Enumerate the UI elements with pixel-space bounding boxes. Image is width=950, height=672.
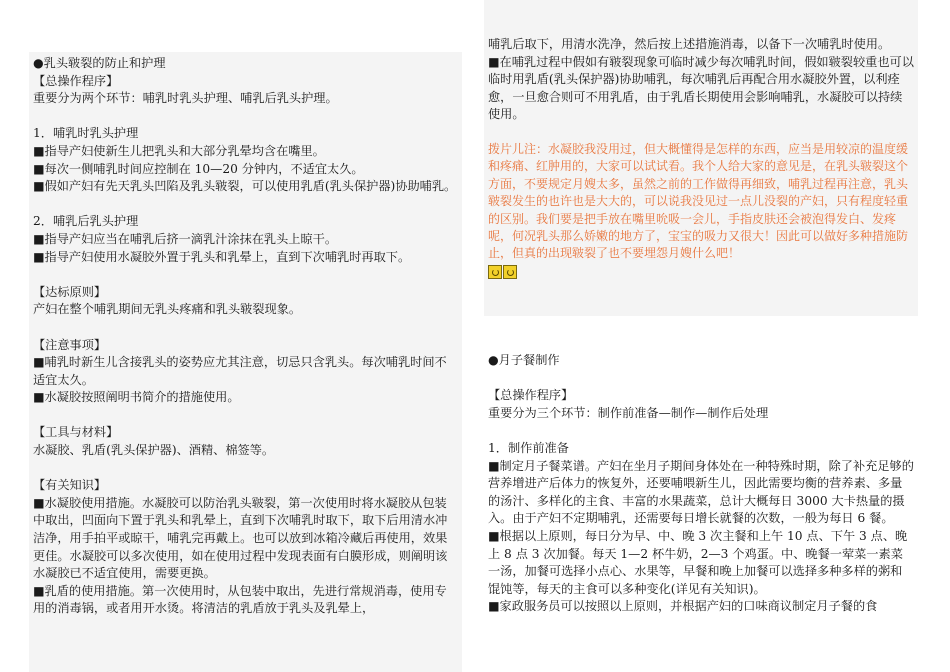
tools-header: 【工具与材料】 (33, 425, 119, 440)
list-item: ■制定月子餐菜谱。产妇在坐月子期间身体处在一种特殊时期，除了补充足够的营养增进产后体力的恢复外，还要哺喂新生儿，因此需要均衡的营养素、多量的汤汁、多样化的主食、丰富的水果蔬菜，总计大概每日 3000 大卡热量的摄入。由于产妇不定期哺乳，还需要每日增长就餐的次数，一般为每日 6 餐。 (488, 458, 914, 526)
list-item: ■指导产妇应当在哺乳后挤一滴乳汁涂抹在乳头上晾干。 (33, 231, 338, 246)
sec1-title: 1．哺乳时乳头护理 (33, 126, 139, 141)
list-item: ■水凝胶按照阐明书简介的措施使用。 (33, 390, 240, 405)
program-header: 【总操作程序】 (33, 73, 119, 88)
tools-text: 水凝胶、乳盾(乳头保护器)、酒精、棉签等。 (33, 443, 275, 458)
list-item: ■哺乳时新生儿含接乳头的姿势应尤其注意，切忌只含乳头。每次哺乳时间不适宜太久。 (33, 355, 447, 387)
meal-section (484, 316, 918, 616)
program-text: 重要分为两个环节：哺乳时乳头护理、哺乳后乳头护理。 (33, 91, 338, 106)
list-item: ■在哺乳过程中假如有皲裂现象可临时减少每次哺乳时间，假如皲裂较重也可以临时用乳盾(乳头保护器)协助哺乳，每次哺乳后再配合用水凝胶外置，以利痊愈，一旦愈合则可不用乳盾，由于乳盾长期使用会影响哺乳，水凝胶可以持续使用。 (488, 54, 914, 122)
meal-sec1-title: 1．制作前准备 (488, 440, 569, 455)
emoji-icon (503, 265, 517, 279)
emoji-icon (488, 265, 502, 279)
sec2-title: 2．哺乳后乳头护理 (33, 214, 139, 229)
list-item: ■指导产妇使新生儿把乳头和大部分乳晕均含在嘴里。 (33, 143, 325, 158)
meal-header: 【总操作程序】 (488, 388, 574, 403)
continued-text: 哺乳后取下，用清水洗净，然后按上述措施消毒，以备下一次哺乳时使用。 (488, 37, 891, 51)
emoji-row (488, 265, 914, 279)
list-item: ■指导产妇使用水凝胶外置于乳头和乳晕上，直到下次哺乳时再取下。 (33, 249, 411, 264)
meal-title: ●月子餐制作 (488, 353, 560, 367)
standard-text: 产妇在整个哺乳期间无乳头疼痛和乳头皲裂现象。 (33, 302, 302, 317)
right-top-panel (484, 0, 918, 316)
left-column (29, 52, 462, 672)
standard-header: 【达标原则】 (33, 284, 107, 299)
list-item: ■家政服务员可以按照以上原则，并根据产妇的口味商议制定月子餐的食 (488, 599, 878, 614)
knowledge-header: 【有关知识】 (33, 478, 107, 493)
list-item: ■乳盾的使用措施。第一次使用时，从包装中取出，先进行常规消毒，使用专用的消毒锅，或者用开水烫。将清洁的乳盾放于乳头及乳晕上， (33, 583, 447, 616)
list-item: ■每次一侧哺乳时间应控制在 10—20 分钟内，不适宜太久。 (33, 161, 364, 176)
list-item: ■水凝胶使用措施。水凝胶可以防治乳头皲裂，第一次使用时将水凝胶从包装中取出，凹面向下置于乳头和乳晕上，直到下次哺乳时取下，取下后用清水冲洁净，用手拍平或晾干，哺乳完再戴上。也可以放到冰箱冷藏后再使用，效果更佳。水凝胶可以多次使用，如在使用过程中发现表面有白膜形成，则阐明该水凝胶已不适宜使用，需要更换。 (33, 495, 448, 581)
right-column (484, 0, 918, 672)
list-item: ■根据以上原则，每日分为早、中、晚 3 次主餐和上午 10 点、下午 3 点、晚上 8 点 3 次加餐。每天 1—2 杯牛奶，2—3 个鸡蛋。中、晚餐一荤菜一素菜一汤，加餐可选择小点心、水果等，早餐和晚上加餐可以选择多种多样的粥和馄饨等，每天的主食可以多种变化(详见有关知识)。 (488, 528, 908, 596)
list-item: ■假如产妇有先天乳头凹陷及乳头皲裂，可以使用乳盾(乳头保护器)协助哺乳。 (33, 179, 457, 194)
editor-note: 拨片儿注：水凝胶我没用过，但大概懂得是怎样的东西，应当是用较凉的温度缓和疼痛、红肿用的，大家可以试试看。我个人给大家的意见是，在乳头皲裂这个方面，不要规定月嫂太多，虽然之前的工作做得再细致，哺乳过程再注意，乳头皲裂发生的也许也是大大的，可以说我没见过一点儿没裂的产妇，只有程度轻重的区别。我们要是把手放在嘴里吮吸一会儿，手指皮肤还会被泡得发白、发疼呢，何况乳头那么娇嫩的地方了，宝宝的吸力又很大！因此可以做好多种措施防止，但真的出现皲裂了也不要埋怨月嫂什么吧！ (488, 141, 909, 261)
meal-program: 重要分为三个环节：制作前准备—制作—制作后处理 (488, 405, 769, 420)
section-title: ●乳头皲裂的防止和护理 (33, 56, 166, 70)
attention-header: 【注意事项】 (33, 337, 107, 352)
